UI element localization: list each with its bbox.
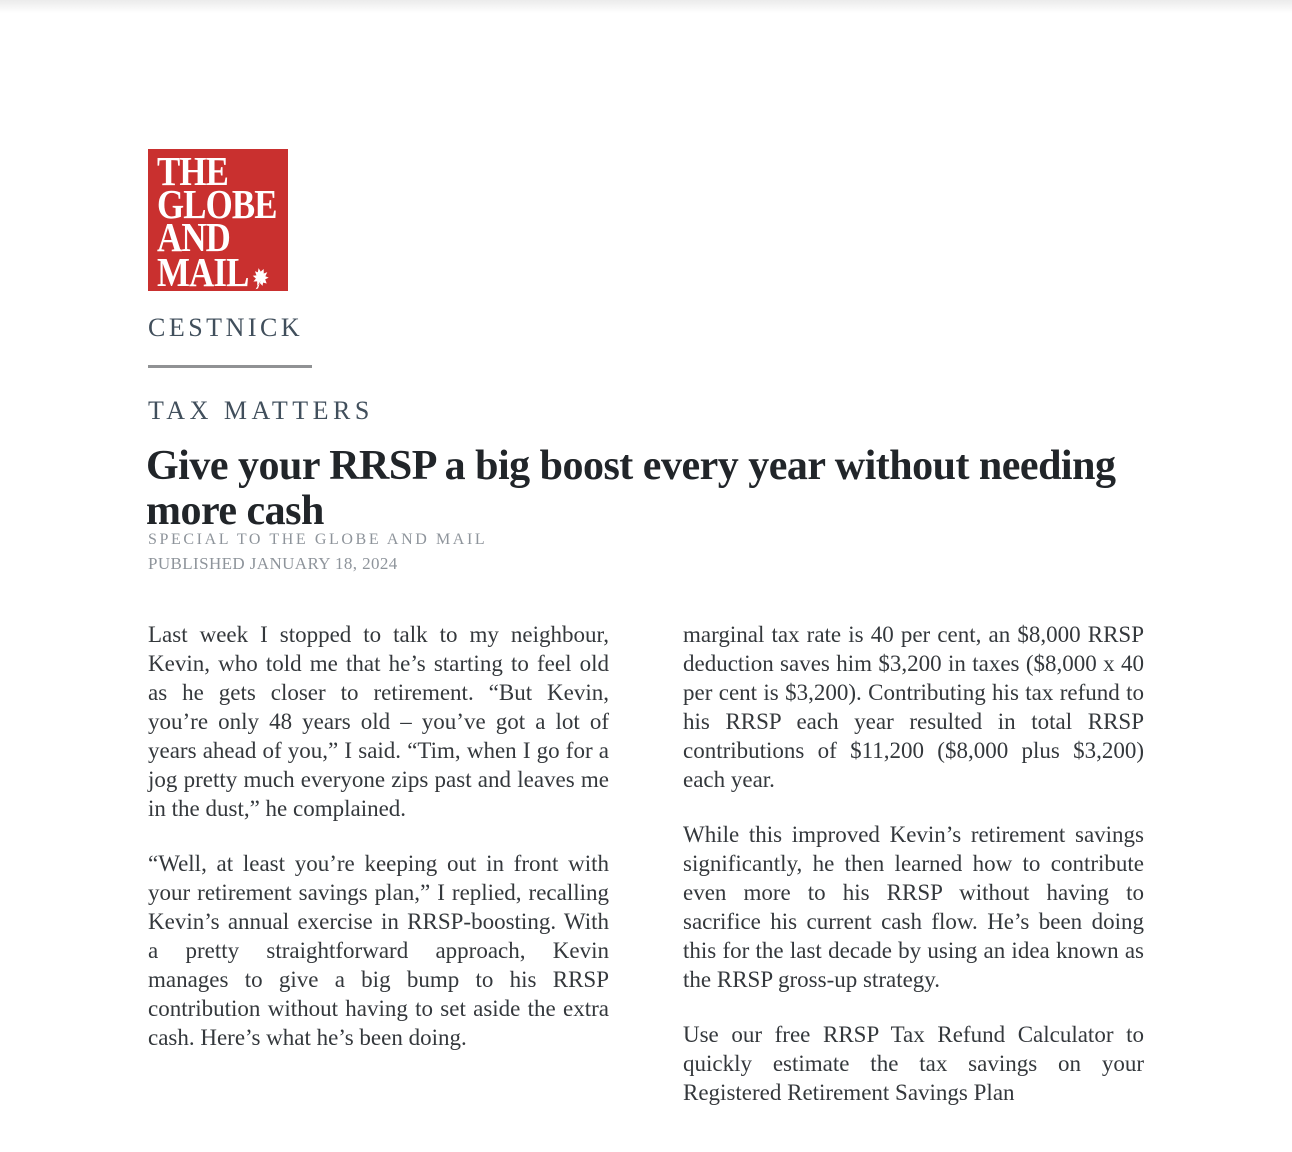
left-column: [148, 620, 609, 1133]
article-paragraph: Use our free RRSP Tax Refund Calculator to quickly estimate the tax savings on your Registered Retirement Savings Plan: [683, 1022, 1144, 1105]
author-name: CESTNICK: [148, 313, 304, 342]
logo-line-globe: GLOBE: [157, 181, 277, 227]
section-label: TAX MATTERS: [148, 396, 374, 425]
article-paragraph: Last week I stopped to talk to my neighbour, Kevin, who told me that he’s starting to feel old as he gets closer to retirement. “But Kevin, you’re only 48 years old – you’ve got a lot of years ahead of you,” I said. “Tim, when I go for a jog pretty much everyone zips past and leaves me in the dust,” he complained.: [148, 622, 609, 821]
logo-wordmark: [157, 149, 277, 291]
logo-line-the: THE: [157, 149, 229, 194]
divider-rule: [148, 365, 312, 368]
article-paragraph: marginal tax rate is 40 per cent, an $8,000 RRSP deduction saves him $3,200 in taxes ($8,000 x 40 per cent is $3,200). Contributing his tax refund to his RRSP each year resulted in total RRSP contributions of $11,200 ($8,000 plus $3,200) each year.: [683, 622, 1144, 792]
maple-leaf-icon: [251, 258, 269, 291]
article-headline: Give your RRSP a big boost every year without needing more cash: [146, 443, 1116, 534]
article-paragraph: “Well, at least you’re keeping out in front with your retirement savings plan,” I replied, recalling Kevin’s annual exercise in RRSP-boosting. With a pretty straightforward approach, Kevin manages to give a big bump to his RRSP contribution without having to set aside the extra cash. Here’s what he’s been doing.: [148, 851, 609, 1050]
right-column: [683, 620, 1144, 1133]
article-body: [148, 620, 1144, 1133]
article-byline: SPECIAL TO THE GLOBE AND MAIL: [148, 531, 488, 548]
top-edge-shadow: [0, 0, 1292, 13]
publish-date: PUBLISHED JANUARY 18, 2024: [148, 554, 398, 573]
globe-and-mail-logo: [148, 149, 288, 291]
logo-line-mail: MAIL: [157, 254, 277, 291]
logo-line-and: AND: [157, 214, 230, 260]
article-paragraph: While this improved Kevin’s retirement savings significantly, he then learned how to contribute even more to his RRSP without having to sacrifice his current cash flow. He’s been doing this for the last decade by using an idea known as the RRSP gross-up strategy.: [683, 822, 1144, 992]
